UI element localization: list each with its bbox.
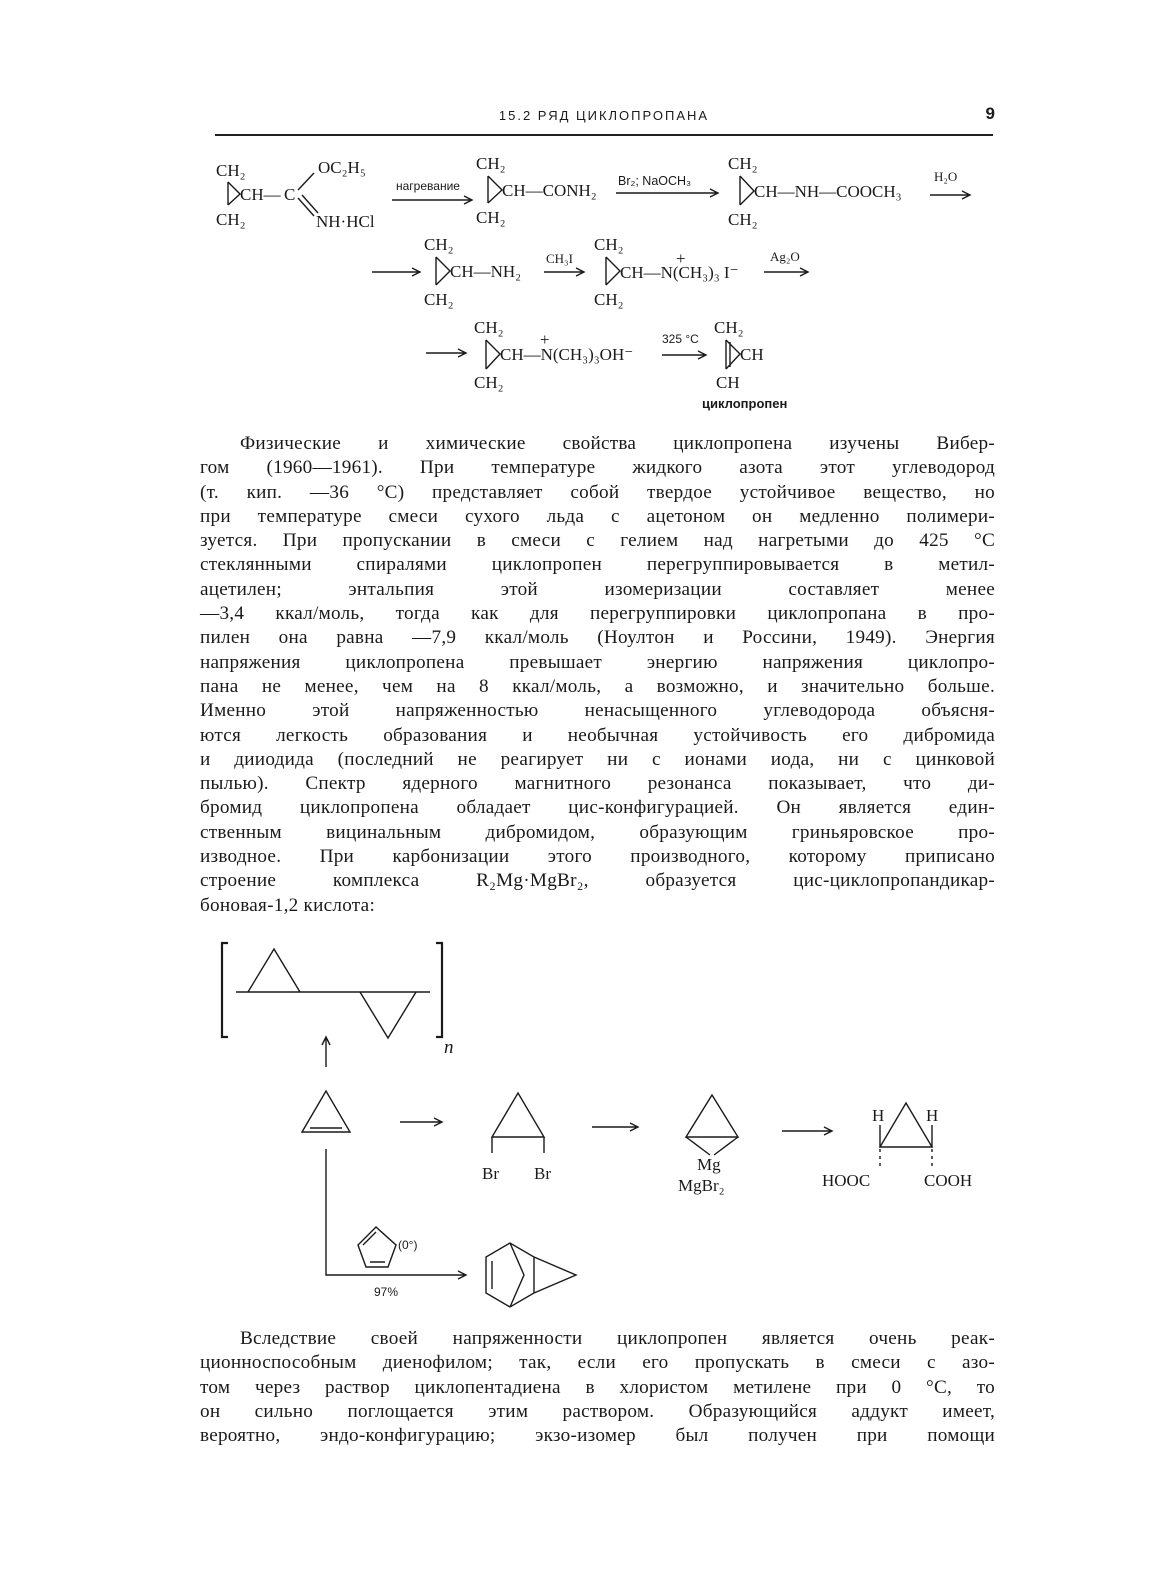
cyclopropene-name: циклопропен [702,396,788,411]
text-line: (т. кип. —36 °С) представляет собой твердое устойчивое вещество, но [200,481,995,503]
reaction-arrow [372,268,420,276]
ammonium-hydroxide-label: CH—N(CH₃)₃OH⁻ [500,345,634,364]
ch2-label: CH₂ [424,235,454,254]
amine-label: CH—NH₂ [450,262,522,281]
reaction-arrow [592,1123,638,1131]
text-line: пилен она равна —7,9 ккал/моль (Ноултон и Россини, 1949). Энергия [200,627,995,649]
nh-hcl-label: NH·HCl [316,212,375,231]
plus-charge: + [676,249,686,268]
reaction-arrow [426,349,466,357]
ch-label: CH [740,345,764,364]
cyclopropane-bonds [534,1257,576,1293]
dicarboxylic-acid-structure [822,1103,972,1190]
reaction-arrow [782,1127,832,1135]
c-cooh-dashed-bonds [880,1149,932,1167]
polymerization-arrow [322,1037,330,1067]
synthesis-scheme [200,145,1000,415]
hydrogen-label: H [926,1106,939,1125]
ammonium-iodide-label: CH—N(CH₃)₃ I⁻ [620,263,739,282]
text-line: строение комплекса R₂Mg·MgBr₂, образуется цис-циклопропандикар- [200,870,995,892]
ring-bonds [302,1091,350,1132]
c-h-bonds [880,1125,932,1147]
tricyclic-adduct [486,1243,576,1307]
plus-charge: + [540,330,550,349]
ring-bonds [726,340,740,369]
reaction-arrow [764,268,808,276]
reaction-arrow [930,191,970,199]
text-line: при температуре смеси сухого льда с ацетоном он медленно полимери- [200,505,995,527]
polymer-structure [222,943,454,1058]
text-line: и дииодида (последний не реагирует ни с ионами иода, ни с цинковой [200,748,995,770]
text-line: ционноспособным диенофилом; так, если его пропускать в смеси с азо- [200,1352,995,1374]
bromine-label: Br [534,1164,551,1183]
text-line: ются легкость образования и необычная устойчивость его дибромида [200,724,995,746]
ring-bonds [358,1227,396,1267]
ammonium-hydroxide-structure [474,318,633,392]
text-line: том через раствор циклопентадиена в хлористом метилене при 0 °С, то [200,1376,995,1398]
magnesium-bromide-label: MgBr₂ [678,1176,725,1195]
text-line: гом (1960—1961). При температуре жидкого азота этот углеводород [200,457,995,479]
bromine-reagent-label: Br₂; NaOCH₃ [618,174,692,188]
ch2-label: CH₂ [476,154,506,173]
ch2-label: CH₂ [728,154,758,173]
ch2-label: CH₂ [476,208,506,227]
c-label: C [284,185,296,204]
grignard-structure [678,1095,738,1195]
reaction-scheme [200,935,1000,1325]
diels-alder-path [326,1149,466,1279]
text-line: пана не менее, чем на 8 ккал/моль, а возможно, и значительно больше. [200,675,995,697]
bridge-bonds [510,1243,524,1307]
c-br-bonds [492,1137,544,1153]
silver-oxide-label: Ag₂O [770,249,800,264]
heating-label: нагревание [396,179,460,193]
amide-label: CH—CONH₂ [502,181,597,200]
ring-bonds [880,1103,932,1147]
reaction-arrow [544,268,584,276]
cyclopropene-structure [714,318,764,392]
reaction-arrow [392,196,472,204]
ring-bonds [488,176,502,203]
c-n-double-bond [298,195,318,216]
text-line: Вследствие своей напряженности циклопропен является очень реак- [240,1328,995,1349]
amine-structure [424,235,521,309]
yield-label: 97% [374,1285,399,1299]
ethoxy-label: OC₂H₅ [318,158,366,177]
condition-label: (0°) [398,1238,418,1252]
text-line: зуется. При пропускании в смеси с гелием над нагретыми до 425 °С [200,530,995,552]
page-number: 9 [985,104,995,123]
lower-ring [360,992,416,1038]
paragraph-properties [200,432,995,918]
upper-ring [248,949,300,992]
ring-bonds [492,1093,544,1137]
ch2-label: CH₂ [216,210,246,229]
paragraph-dienophile [200,1327,995,1448]
bromine-label: Br [482,1164,499,1183]
hydrogen-label: H [872,1106,885,1125]
text-line: Физические и химические свойства циклопропена изучены Вибер- [240,433,995,454]
reaction-arrow [400,1118,442,1126]
ch2-label: CH₂ [474,318,504,337]
text-line: ственным вицинальным дибромидом, образующим гриньяровское про- [200,821,995,843]
ring-bonds [686,1095,738,1137]
ch2-label: CH₂ [216,161,246,180]
text-line: бромид циклопропена обладает цис-конфигурацией. Он является един- [200,797,995,819]
carbamate-label: CH—NH—COOCH₃ [754,182,902,201]
ring-bonds [606,257,620,285]
text-line: ацетилен; энтальпия этой изомеризации составляет менее [200,578,995,600]
temperature-label: 325 °C [662,332,699,346]
reaction-arrow [662,351,706,359]
c-o-bond [298,173,314,190]
ammonium-iodide-structure [594,235,739,309]
cyclopropene-ring [302,1091,350,1132]
text-line: стеклянными спиралями циклопропен перегруппировывается в метил- [200,554,995,576]
ring-bonds [436,257,450,285]
text-line: —3,4 ккал/моль, тогда как для перегруппировки циклопропана в про- [200,603,995,625]
ch2-label: CH₂ [474,373,504,392]
methyl-iodide-label: CH₃I [546,251,573,266]
ch2-label: CH₂ [594,290,624,309]
running-head [215,104,993,136]
ch2-label: CH₂ [714,318,744,337]
left-bracket [222,943,228,1037]
water-reagent-label: H₂O [934,169,958,184]
hooc-label: HOOC [822,1171,871,1190]
ch2-label: CH₂ [728,210,758,229]
ring-bonds [228,182,240,205]
ch2-label: CH₂ [594,235,624,254]
ring-bonds [486,1243,534,1307]
amidine-structure [216,158,375,231]
ch2-label: CH₂ [424,290,454,309]
magnesium-label: Mg [697,1155,721,1174]
ch-label: CH [716,373,740,392]
text-line: напряжения циклопропена превышает энергию напряжения циклопро- [200,651,995,673]
text-line: пылью). Спектр ядерного магнитного резонанса показывает, что ди- [200,773,995,795]
cooh-label: COOH [924,1171,973,1190]
text-line: Именно этой напряженностью ненасыщенного углеводорода объясня- [200,700,995,722]
right-bracket [436,943,442,1037]
text-line: вероятно, эндо-конфигурацию; экзо-изомер был получен при помощи [200,1425,995,1447]
amide-structure [476,154,597,227]
carbamate-structure [728,154,902,229]
ring-bonds [740,176,754,205]
ring-bonds [486,340,500,369]
polymer-subscript: n [444,1037,454,1058]
mg-bonds [686,1137,738,1155]
text-line: он сильно поглощается этим раствором. Образующийся аддукт имеет, [200,1400,995,1422]
dibromide-structure [482,1093,551,1183]
reaction-arrow [616,189,718,197]
ch-label: CH— [240,185,281,204]
cyclopentadiene-reagent [358,1227,396,1267]
text-line: боновая-1,2 кислота: [200,894,376,916]
running-title: 15.2 РЯД ЦИКЛОПРОПАНА [498,108,710,123]
text-line: изводное. При карбонизации этого производного, которому приписано [200,846,995,868]
